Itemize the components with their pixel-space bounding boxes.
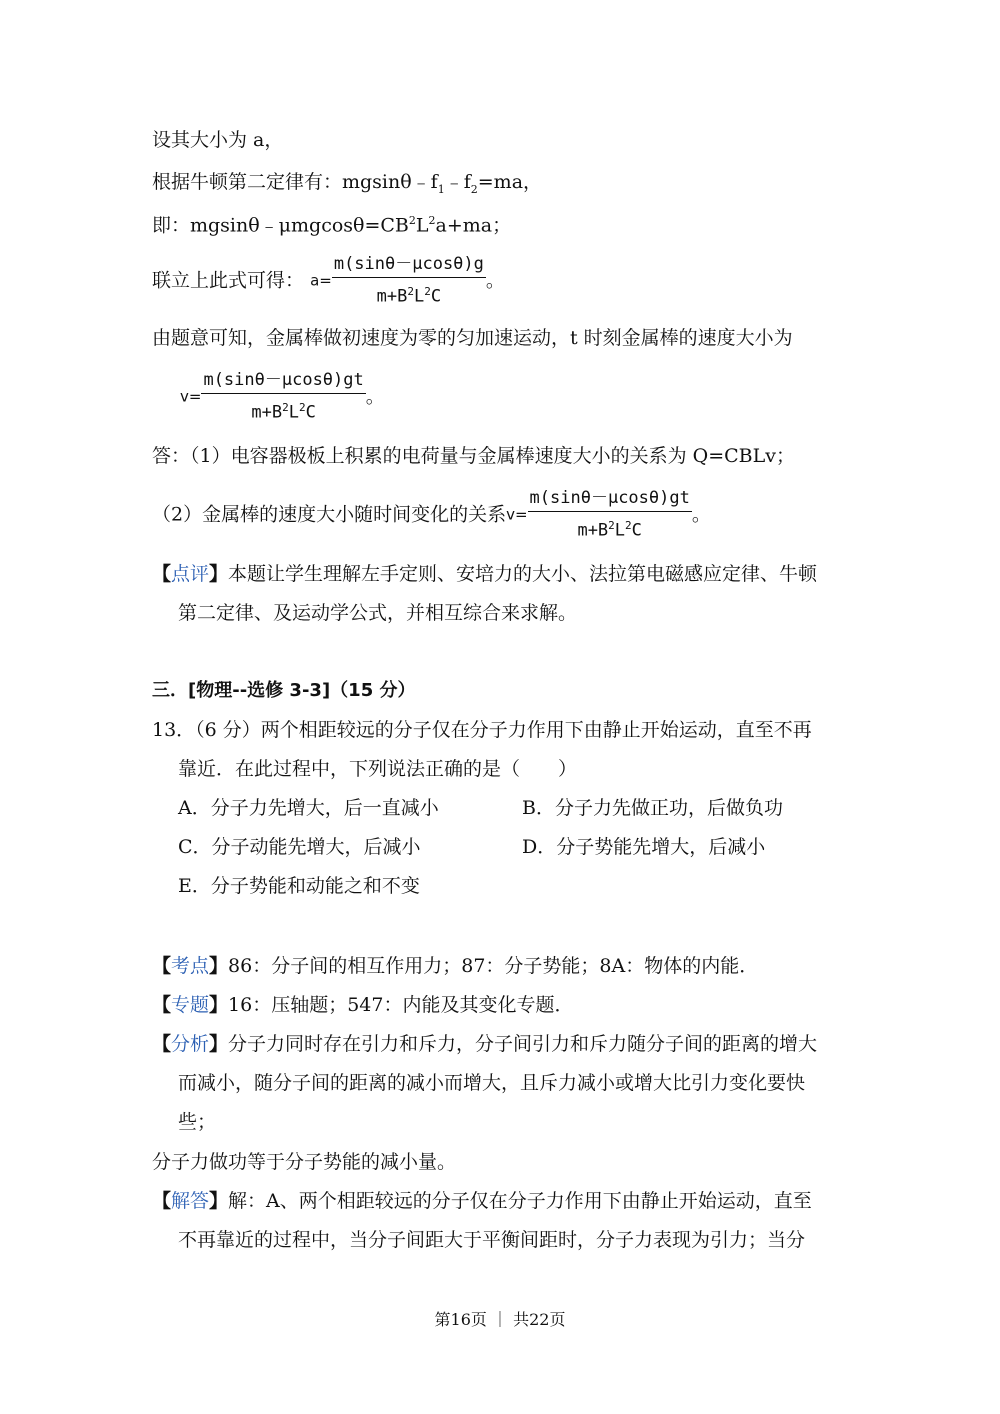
fenxi-line-3: 些； [178, 1111, 217, 1133]
line-4-prefix: 联立上此式可得： [152, 269, 305, 292]
option-b: B．分子力先做正功，后做负功 [522, 797, 783, 819]
zhuanti-tag: 专题 [171, 994, 210, 1016]
kaodian-tag: 考点 [171, 955, 210, 977]
review-tag-close: 】 [209, 563, 229, 585]
line-2-sub-2: 2 [470, 182, 478, 196]
v-formula-denominator: $m+B^2L^2C$ [251, 401, 316, 423]
jieda-open: 【 [152, 1190, 172, 1212]
line-3-sup-1: 2 [408, 214, 416, 227]
zhuanti-line [152, 993, 574, 1017]
question-stem-1: 13．（6 分）两个相距较远的分子仅在分子力作用下由静止开始运动，直至不再 [152, 719, 812, 741]
jieda-tag: 解答 [171, 1190, 210, 1212]
option-e: E．分子势能和动能之和不变 [178, 875, 420, 897]
answer-2-denominator: $m+B^2L^2C$ [577, 519, 642, 541]
review-line-1 [152, 562, 817, 586]
line-3 [152, 209, 511, 237]
answer-2-prefix: （2）金属棒的速度大小随时间变化的关系 [152, 503, 507, 526]
answer-2-v-label: v= [506, 505, 528, 524]
question-stem-2: 靠近．在此过程中，下列说法正确的是（ ） [178, 758, 578, 780]
line-2-suffix: =ma， [477, 171, 543, 193]
option-a: A．分子力先增大，后一直减小 [178, 797, 439, 819]
zhuanti-open: 【 [152, 994, 172, 1016]
a-formula-numerator: m(sinθ－μcosθ)g [332, 252, 486, 278]
jieda-close: 】 [209, 1190, 229, 1212]
line-1: 设其大小为 a， [152, 129, 284, 151]
fenxi-line-1 [152, 1032, 817, 1056]
option-d: D．分子势能先增大，后减小 [522, 836, 766, 858]
fenxi-line-4: 分子力做功等于分子势能的减小量。 [152, 1151, 457, 1173]
v-formula-line [180, 368, 385, 425]
v-formula-end: 。 [365, 385, 385, 408]
fenxi-tag: 分析 [171, 1033, 210, 1055]
kaodian-close: 】 [209, 955, 229, 977]
review-tag-open: 【 [152, 563, 172, 585]
line-2 [152, 170, 542, 202]
line-4 [152, 252, 505, 309]
kaodian-text: 86：分子间的相互作用力；87：分子势能；8A：物体的内能． [228, 955, 759, 977]
zhuanti-close: 】 [209, 994, 229, 1016]
v-formula-label: v= [180, 387, 202, 406]
jieda-line-1 [152, 1189, 812, 1213]
kaodian-open: 【 [152, 955, 172, 977]
line-3-sup-2: 2 [428, 214, 436, 227]
review-text-1: 本题让学生理解左手定则、安培力的大小、法拉第电磁感应定律、牛顿 [228, 563, 818, 585]
line-3-mid: L [415, 214, 429, 237]
answer-2-end: 。 [691, 503, 711, 526]
page-footer: 第16页 ｜ 共22页 [434, 1310, 566, 1329]
line-2-mid: ﹣f [444, 171, 471, 193]
fenxi-line-2: 而减小，随分子间的距离的减小而增大，且斥力减小或增大比引力变化要快 [178, 1072, 806, 1094]
jieda-text-1: 解：A、两个相距较远的分子仅在分子力作用下由静止开始运动，直至 [228, 1190, 812, 1212]
answer-1: 答：（1）电容器极板上积累的电荷量与金属棒速度大小的关系为 Q=CBLv； [152, 445, 795, 467]
fenxi-text-1: 分子力同时存在引力和斥力，分子间引力和斥力随分子间的距离的增大 [228, 1033, 818, 1055]
line-3-prefix: 即：mgsinθ﹣μmgcosθ=CB [152, 214, 409, 237]
answer-2-numerator: m(sinθ－μcosθ)gt [528, 486, 692, 512]
answer-2-formula [528, 486, 692, 543]
v-formula-numerator: m(sinθ－μcosθ)gt [201, 368, 365, 394]
line-3-suffix: a+ma； [435, 214, 512, 237]
review-tag: 点评 [171, 563, 210, 585]
fenxi-close: 】 [209, 1033, 229, 1055]
a-formula-label: a= [310, 271, 332, 290]
a-formula-end: 。 [485, 269, 505, 292]
zhuanti-text: 16：压轴题；547：内能及其变化专题． [228, 994, 574, 1016]
line-5: 由题意可知，金属棒做初速度为零的匀加速运动，t 时刻金属棒的速度大小为 [152, 327, 793, 349]
v-formula [201, 368, 365, 425]
section-heading: 三．[物理--选修 3-3]（15 分） [152, 680, 416, 701]
kaodian-line [152, 954, 758, 978]
jieda-line-2: 不再靠近的过程中，当分子间距大于平衡间距时，分子力表现为引力；当分 [178, 1229, 806, 1251]
a-formula-denominator: $m+B^2L^2C$ [376, 285, 442, 307]
fenxi-open: 【 [152, 1033, 172, 1055]
line-2-prefix: 根据牛顿第二定律有：mgsinθ﹣f [152, 171, 438, 193]
line-2-sub-1: 1 [437, 182, 445, 196]
answer-2 [152, 486, 711, 543]
a-formula [332, 252, 486, 309]
review-line-2: 第二定律、及运动学公式，并相互综合来求解。 [178, 602, 578, 624]
option-c: C．分子动能先增大，后减小 [178, 836, 421, 858]
